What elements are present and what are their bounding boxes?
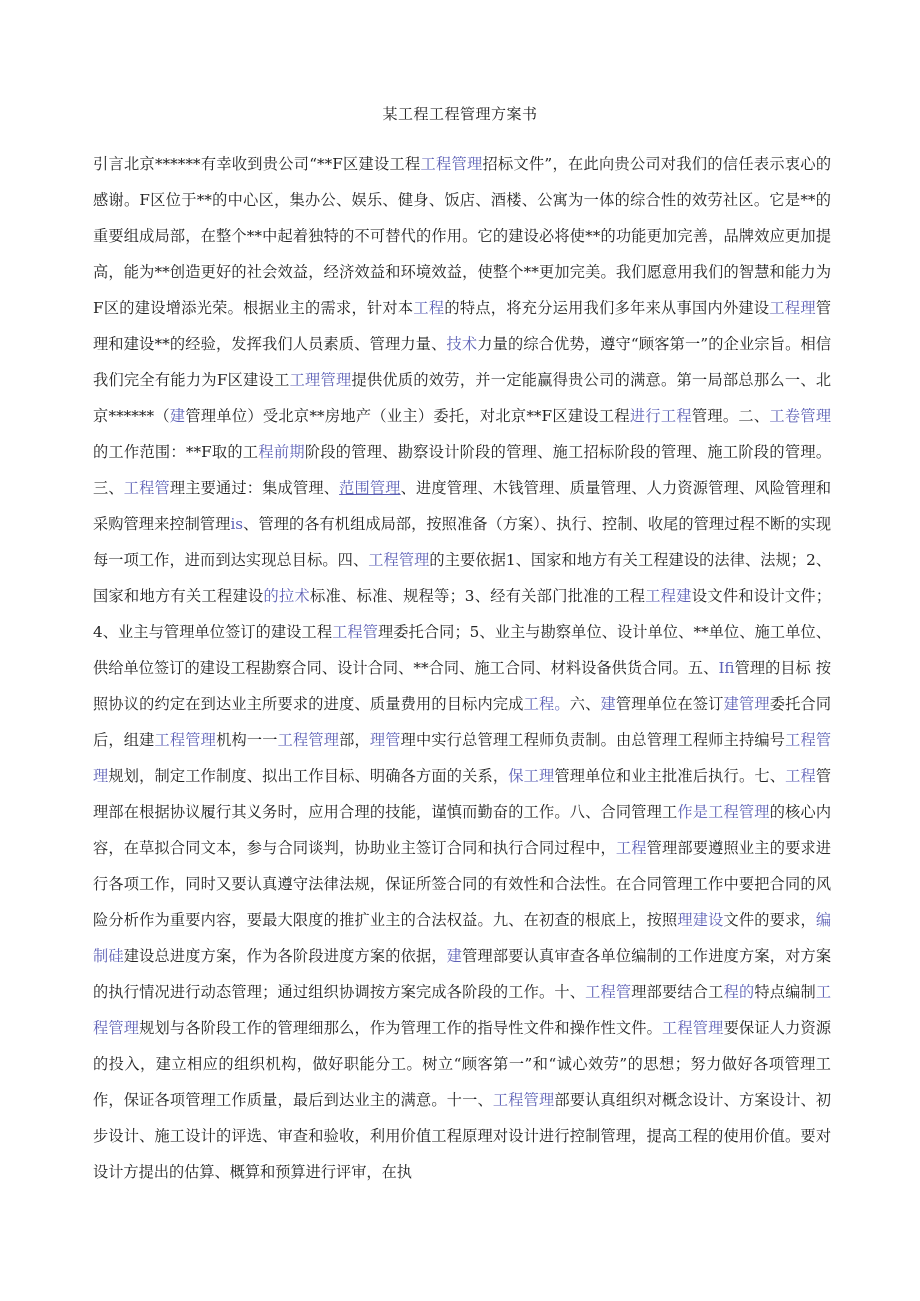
highlighted-term: 进行工程: [629, 407, 692, 425]
body-text-segment: 引言北京******有幸收到贵公司“**F区建设工程: [93, 155, 421, 173]
highlighted-term: 建: [169, 407, 186, 425]
highlighted-term: 工程管理: [93, 731, 832, 785]
highlighted-term: 工程管理: [277, 731, 340, 749]
highlighted-term: 工程建: [645, 587, 692, 605]
body-text-segment: 的核心内容，在草拟合同文本，参与合同谈判，协助业主签订合同和执行合同过程中，: [93, 803, 832, 857]
body-text-segment: 管理部要遵照业主的要求进行各项工作，同时又要认真遵守法律法规，保证所签合同的有效性和合法性。在合同管理工作中要把合同的风险分析作为重要内容，要最大限度的推扩业主的合法权益。九、在初查的根底上，按照: [93, 839, 832, 929]
highlighted-term: 理管: [369, 731, 401, 749]
highlighted-term: 保工理: [508, 767, 555, 785]
body-text-segment: 招标文件”，在此向贵公司对我们的信任表示衷心的感谢。F区位于**的中心区，集办公、娱乐、健身、饭店、酒楼、公寓为一体的综合性的效劳社区。它是**的重要组成局部，在整个**中起着独特的不可替代的作用。它的建设必将使**的功能更加完善，品牌效应更加提高，能为**创造更好的社会效益，经济效益和环境效益，使整个**更加完美。我们愿意用我们的智慧和能力为F区的建设增添光荣。根据业主的需求，针对本: [93, 155, 832, 317]
body-text-segment: 管理单位）受北京**房地产（业主）委托，对北京**F区建设工程: [185, 407, 630, 425]
highlighted-term: 工程管理: [492, 1091, 555, 1109]
highlighted-term: 理建设: [677, 911, 724, 929]
body-text-segment: 管理的目标 按照协议的约定在到达业主所要求的进度、质量费用的目标内完成: [93, 659, 832, 713]
highlighted-term: 作是工程管理: [677, 803, 770, 821]
body-text-segment: 规划与各阶段工作的管理细那么，作为管理工作的指导性文件和操作性文件。: [139, 1019, 663, 1037]
body-text-segment: 特点编制: [754, 983, 816, 1001]
highlighted-term: 技术: [446, 335, 478, 353]
highlighted-term: 工程。: [523, 695, 570, 713]
body-text-segment: 的主要依据1、国家和地方有关工程建设的法律、法规；2、国家和地方有关工程建设: [93, 551, 832, 605]
body-text-segment: 文件的要求，: [723, 911, 816, 929]
body-text-segment: 理部要结合工: [631, 983, 724, 1001]
body-text-segment: 管理和建设**的经验，发挥我们人员素质、管理力量、: [93, 299, 832, 353]
highlighted-term: Ifi: [718, 659, 735, 677]
body-text-segment: 管理部要认真审查各单位编制的工作进度方案，对方案的执行情况进行动态管理；通过组织协调按方案完成各阶段的工作。十、: [93, 947, 832, 1001]
highlighted-term: 工程: [413, 299, 445, 317]
highlighted-term: 工程管理: [662, 1019, 724, 1037]
body-text-segment: 管理单位和业主批准后执行。七、: [554, 767, 786, 785]
highlighted-term: 工程管理: [93, 983, 832, 1037]
body-text-segment: 管理单位在签订: [615, 695, 724, 713]
highlighted-term: 程前期: [258, 443, 305, 461]
highlighted-term: 的拉术: [263, 587, 311, 605]
highlighted-term: 工程管理: [368, 551, 430, 569]
body-text-segment: 、管理的各有机组成局部，按照准备（方案）、执行、控制、收尾的管理过程不断的实现每一项工作，进而到达实现总目标。四、: [93, 515, 832, 569]
highlighted-term: 工程管理: [154, 731, 217, 749]
body-text-segment: 阶段的管理、勘察设计阶段的管理、施工招标阶段的管理、施工阶段的管理。三、: [93, 443, 832, 497]
body-text-segment: 标准、标准、规程等；3、经有关部门批准的工程: [310, 587, 646, 605]
body-text-segment: 设文件和设计文件；4、业主与管理单位签订的建设工程: [93, 587, 832, 641]
highlighted-term: 建管理: [723, 695, 770, 713]
body-text-segment: 建设总进度方案，作为各阶段进度方案的依据，: [123, 947, 447, 965]
highlighted-term: is: [230, 515, 244, 533]
body-text-segment: 理委托合同；5、业主与勘察单位、设计单位、**单位、施工单位、供给单位签订的建设工程勘察合同、设计合同、**合同、施工合同、材料设备供货合同。五、: [93, 623, 831, 677]
highlighted-term: 编制硅: [93, 911, 832, 965]
highlighted-term: 工程理: [769, 299, 816, 317]
document-title: 某工程工程管理方案书: [382, 105, 538, 123]
body-text-segment: 管理。二、: [691, 407, 770, 425]
body-text-segment: 要保证人力资源的投入，建立相应的组织机构，做好职能分工。树立“顾客第一”和“诚心效劳”的思想；努力做好各项管理工作，保证各项管理工作质量，最后到达业主的满意。十一、: [93, 1019, 832, 1109]
highlighted-term: 工程: [785, 767, 816, 785]
body-text-segment: 六、: [569, 695, 601, 713]
highlighted-term: 程的: [723, 983, 755, 1001]
highlighted-term: 范围管理: [339, 479, 401, 497]
highlighted-term: 建: [446, 947, 463, 965]
body-text-segment: 管理部在根据协议履行其义务时，应用合理的技能，谨慎而勤奋的工作。八、合同管理工: [93, 767, 832, 821]
body-text-segment: 规划，制定工作制度、拟出工作目标、明确各方面的关系，: [108, 767, 509, 785]
body-text-segment: 理主要通过：集成管理、: [169, 479, 340, 497]
highlighted-term: 工程: [615, 839, 647, 857]
highlighted-term: 工程管: [332, 623, 378, 641]
body-text-segment: 部，: [339, 731, 370, 749]
body-text-segment: 、进度管理、木钱管理、质量管理、人力资源管理、风险管理和采购管理来控制管理: [93, 479, 832, 533]
body-text-segment: 力量的综合优势，遵守“顾客第一”的企业宗旨。相信我们完全有能力为F区建设工: [93, 335, 832, 389]
body-text-segment: 的工作范围：**F取的工: [93, 443, 259, 461]
highlighted-term: 建: [600, 695, 616, 713]
body-text-segment: 机构一一: [216, 731, 278, 749]
body-text-segment: 理中实行总管理工程师负责制。由总管理工程师主持编号: [400, 731, 786, 749]
body-text-segment: 部要认真组织对概念设计、方案设计、初步设计、施工设计的评选、审查和验收，利用价值工程原理对设计进行控制管理，提高工程的使用价值。要对设计方提出的估算、概算和预算进行评审，在执: [93, 1091, 832, 1181]
highlighted-term: 工卷管理: [769, 407, 832, 425]
highlighted-term: 工理管理: [289, 371, 352, 389]
body-text-segment: 委托合同后，组建: [93, 695, 832, 749]
highlighted-term: 工程管理: [420, 155, 483, 173]
body-text-segment: 提供优质的效劳，并一定能赢得贵公司的满意。第一局部总那么一、北京******（: [93, 371, 832, 425]
document-body: [93, 146, 831, 1190]
highlighted-term: 工程管: [585, 983, 632, 1001]
highlighted-term: 工程管: [123, 479, 170, 497]
body-text-segment: 的特点，将充分运用我们多年来从事国内外建设: [444, 299, 770, 317]
